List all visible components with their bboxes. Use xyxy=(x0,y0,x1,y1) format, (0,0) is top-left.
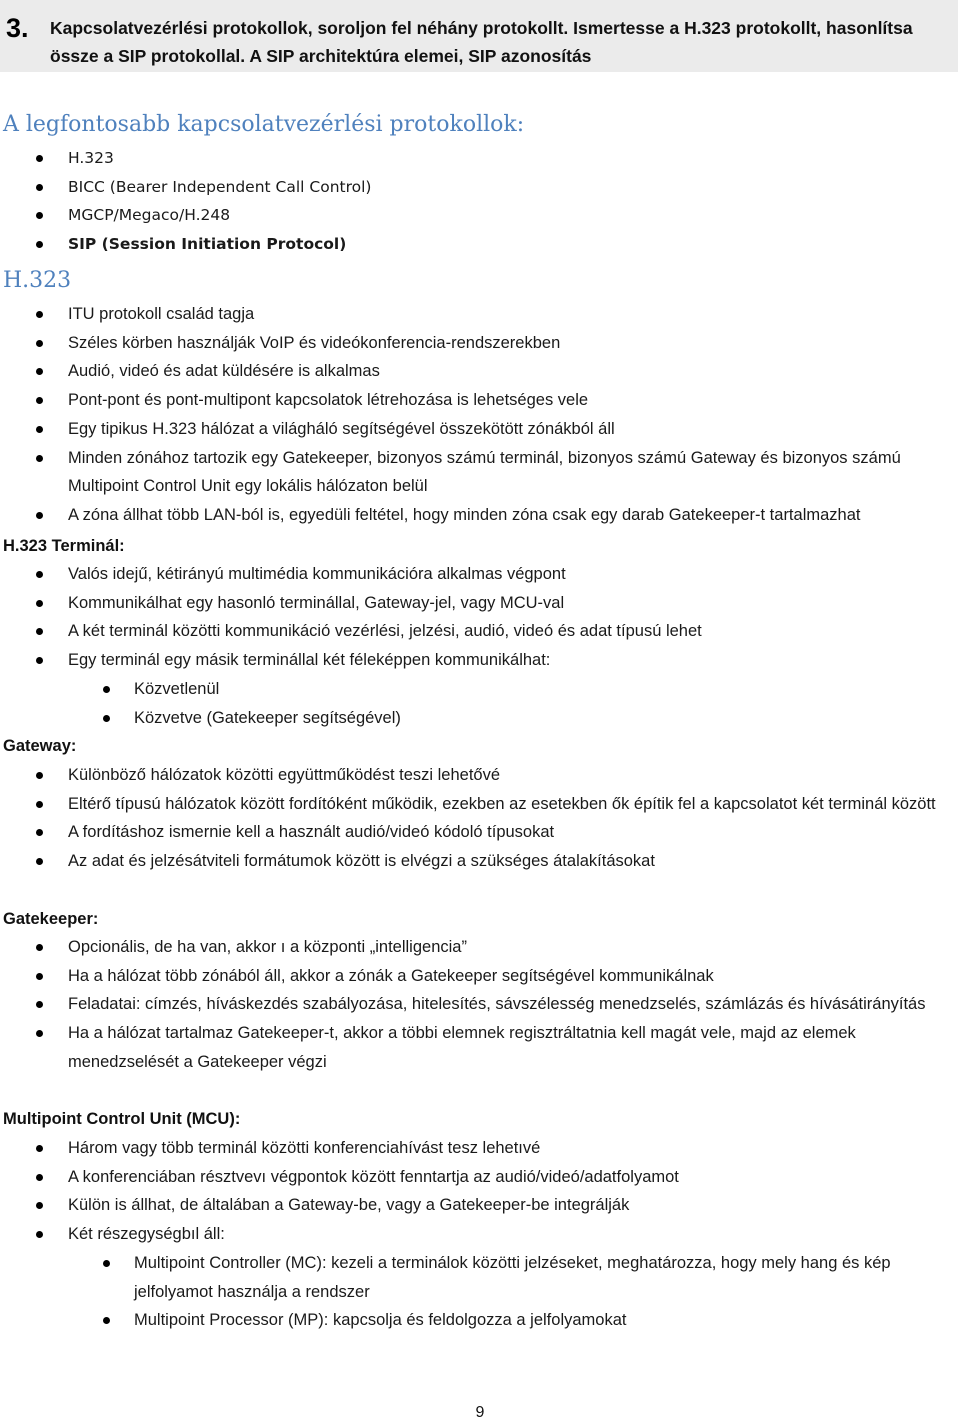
list-item: Ha a hálózat több zónából áll, akkor a zónák a Gatekeeper segítségével kommunikálnak xyxy=(0,962,948,991)
list-item: Kommunikálhat egy hasonló terminállal, Gateway-jel, vagy MCU-val xyxy=(0,589,948,618)
list-item: Ha a hálózat tartalmaz Gatekeeper-t, akkor a többi elemnek regisztráltatnia kell magát vele, majd az elemek menedzselését a Gatekeeper végzi xyxy=(0,1019,948,1076)
heading-mcu: Multipoint Control Unit (MCU): xyxy=(3,1110,241,1128)
heading-gatekeeper: Gatekeeper: xyxy=(3,910,99,928)
question-banner xyxy=(0,0,958,74)
list-item: Pont-pont és pont-multipont kapcsolatok létrehozása is lehetséges vele xyxy=(0,386,948,415)
mcu-list xyxy=(0,1134,948,1249)
list-item: Audió, videó és adat küldésére is alkalmas xyxy=(0,357,948,386)
question-text: Kapcsolatvezérlési protokollok, soroljon fel néhány protokollt. Ismertesse a H.323 protokollt, hasonlítsa össze a SIP protokollal. A SIP architektúra elemei, SIP azonosítás xyxy=(50,18,913,66)
list-item: Feladatai: címzés, híváskezdés szabályozása, hitelesítés, sávszélesség menedzselés, számlázás és hívásátirányítás xyxy=(0,990,948,1019)
list-item: Eltérő típusú hálózatok között fordítóként működik, ezekben az esetekben ők építik fel a kapcsolatot két terminál között xyxy=(0,790,948,819)
protocol-list xyxy=(0,144,948,259)
sub-list-item: Multipoint Processor (MP): kapcsolja és feldolgozza a jelfolyamokat xyxy=(0,1306,954,1335)
heading-h323: H.323 xyxy=(3,268,72,293)
list-item: BICC (Bearer Independent Call Control) xyxy=(0,173,948,202)
terminal-list xyxy=(0,560,948,675)
question-number: 3. xyxy=(6,13,29,43)
list-item: ITU protokoll család tagja xyxy=(0,300,948,329)
list-item: MGCP/Megaco/H.248 xyxy=(0,201,948,230)
heading-gateway: Gateway: xyxy=(3,737,77,755)
gateway-list xyxy=(0,761,948,876)
list-item: Az adat és jelzésátviteli formátumok között is elvégzi a szükséges átalakításokat xyxy=(0,847,948,876)
sub-list-item: Multipoint Controller (MC): kezeli a terminálok közötti jelzéseket, meghatározza, hogy mely hang és kép jelfolyamot használja a rendszer xyxy=(0,1249,954,1306)
page-number: 9 xyxy=(475,1404,485,1421)
list-item: A zóna állhat több LAN-ból is, egyedüli feltétel, hogy minden zóna csak egy darab Gatekeeper-t tartalmazhat xyxy=(0,501,948,530)
list-item: Opcionális, de ha van, akkor ı a központi „intelligencia” xyxy=(0,933,948,962)
list-item: Három vagy több terminál közötti konferenciahívást tesz lehetıvé xyxy=(0,1134,948,1163)
list-item: Egy tipikus H.323 hálózat a világháló segítségével összekötött zónákból áll xyxy=(0,415,948,444)
list-item: Széles körben használják VoIP és videókonferencia-rendszerekben xyxy=(0,329,948,358)
heading-protocols: A legfontosabb kapcsolatvezérlési protokollok: xyxy=(3,112,525,137)
list-item: Minden zónához tartozik egy Gatekeeper, bizonyos számú terminál, bizonyos számú Gateway és bizonyos számú Multipoint Control Unit egy lokális hálózaton belül xyxy=(0,444,948,501)
sub-list-item: Közvetlenül xyxy=(0,675,954,704)
list-item: A konferenciában résztvevı végpontok között fenntartja az audió/videó/adatfolyamot xyxy=(0,1163,948,1192)
list-item: H.323 xyxy=(0,144,948,173)
list-item: SIP (Session Initiation Protocol) xyxy=(0,230,948,259)
list-item: Egy terminál egy másik terminállal két féleképpen kommunikálhat: xyxy=(0,646,948,675)
list-item: A két terminál közötti kommunikáció vezérlési, jelzési, audió, videó és adat típusú lehet xyxy=(0,617,948,646)
sub-list-item: Közvetve (Gatekeeper segítségével) xyxy=(0,704,954,733)
list-item: Valós idejű, kétirányú multimédia kommunikációra alkalmas végpont xyxy=(0,560,948,589)
list-item: Külön is állhat, de általában a Gateway-be, vagy a Gatekeeper-be integrálják xyxy=(0,1191,948,1220)
list-item: Két részegységbıl áll: xyxy=(0,1220,948,1249)
list-item: A fordításhoz ismernie kell a használt audió/videó kódoló típusokat xyxy=(0,818,948,847)
mcu-sublist xyxy=(0,1249,954,1335)
terminal-sublist xyxy=(0,675,954,732)
h323-list xyxy=(0,300,948,530)
heading-terminal: H.323 Terminál: xyxy=(3,537,125,555)
gatekeeper-list xyxy=(0,933,948,1077)
list-item: Különböző hálózatok közötti együttműködést teszi lehetővé xyxy=(0,761,948,790)
